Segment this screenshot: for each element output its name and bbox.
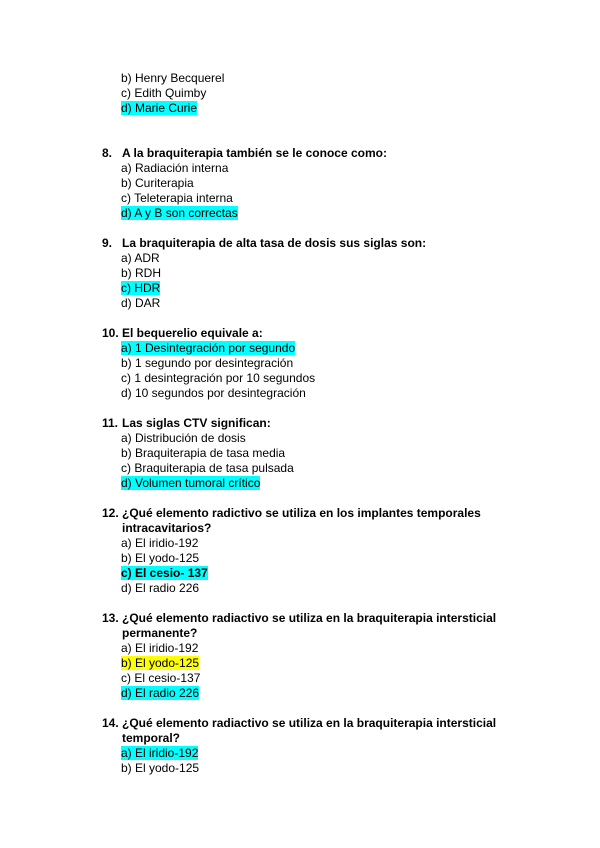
option-correct xyxy=(121,746,198,760)
option xyxy=(121,266,161,280)
option-correct xyxy=(121,341,295,355)
question-text: Las siglas CTV significan: xyxy=(122,416,271,430)
option-text: c) Teleterapia interna xyxy=(121,191,233,205)
option xyxy=(121,191,233,205)
question-text-continued: intracavitarios? xyxy=(122,521,212,535)
question-heading xyxy=(102,506,481,520)
option-correct xyxy=(121,281,160,295)
option-text: c) El cesio- 137 xyxy=(121,566,208,580)
option xyxy=(121,371,315,385)
option-text: d) El radio 226 xyxy=(121,581,200,595)
option xyxy=(121,461,294,475)
option-text: d) Volumen tumoral crítico xyxy=(121,476,261,490)
option xyxy=(121,251,160,265)
question-heading xyxy=(102,236,426,250)
option xyxy=(121,71,224,85)
question-heading xyxy=(102,146,387,160)
option xyxy=(121,671,200,685)
question-number: 13. xyxy=(102,611,119,625)
option-text: a) ADR xyxy=(121,251,160,265)
option xyxy=(121,176,194,190)
option-text: b) RDH xyxy=(121,266,162,280)
option-correct xyxy=(121,686,199,700)
question-text-continued: permanente? xyxy=(122,626,198,640)
option-text: d) Marie Curie xyxy=(121,101,198,115)
question-number: 8. xyxy=(102,146,113,160)
option-text: b) 1 segundo por desintegración xyxy=(121,356,294,370)
question-number: 12. xyxy=(102,506,119,520)
question-heading xyxy=(102,716,496,730)
option-text: c) 1 desintegración por 10 segundos xyxy=(121,371,316,385)
option xyxy=(121,86,206,100)
option-text: a) 1 Desintegración por segundo xyxy=(121,341,296,355)
question-text: ¿Qué elemento radiactivo se utiliza en la braquiterapia intersticial xyxy=(122,716,497,730)
option-text: b) Henry Becquerel xyxy=(121,71,225,85)
option-text: b) El yodo-125 xyxy=(121,551,200,565)
question-heading xyxy=(102,416,271,430)
option xyxy=(121,386,306,400)
option-correct xyxy=(121,566,208,580)
option xyxy=(121,446,285,460)
option xyxy=(121,431,246,445)
question-heading xyxy=(102,326,263,340)
option-text: d) 10 segundos por desintegración xyxy=(121,386,306,400)
option-text: b) Curiterapia xyxy=(121,176,194,190)
option-text: a) El iridio-192 xyxy=(121,536,199,550)
option-text: a) Radiación interna xyxy=(121,161,229,175)
question-number: 14. xyxy=(102,716,119,730)
option-text: a) El iridio-192 xyxy=(121,641,199,655)
question-text: A la braquiterapia también se le conoce como: xyxy=(122,146,387,160)
question-text: El bequerelio equivale a: xyxy=(122,326,263,340)
option xyxy=(121,761,199,775)
question-number: 9. xyxy=(102,236,113,250)
option-text: b) Braquiterapia de tasa media xyxy=(121,446,286,460)
question-text: La braquiterapia de alta tasa de dosis sus siglas son: xyxy=(122,236,427,250)
option-text: d) A y B son correctas xyxy=(121,206,238,220)
option-text: c) HDR xyxy=(121,281,161,295)
question-heading xyxy=(102,611,496,625)
option-text: b) El yodo-125 xyxy=(121,656,200,670)
option-correct xyxy=(121,476,260,490)
option xyxy=(121,161,228,175)
option xyxy=(121,536,198,550)
option-text: d) El radio 226 xyxy=(121,686,200,700)
option xyxy=(121,296,160,310)
option-text: a) Distribución de dosis xyxy=(121,431,246,445)
option-text: b) El yodo-125 xyxy=(121,761,200,775)
option-correct xyxy=(121,101,197,115)
option-highlighted-yellow xyxy=(121,656,199,670)
option xyxy=(121,641,198,655)
option xyxy=(121,581,199,595)
option-text: c) El cesio-137 xyxy=(121,671,201,685)
option-text: a) El iridio-192 xyxy=(121,746,199,760)
option xyxy=(121,356,293,370)
option-text: c) Braquiterapia de tasa pulsada xyxy=(121,461,294,475)
option-correct xyxy=(121,206,238,220)
question-text: ¿Qué elemento radictivo se utiliza en los implantes temporales xyxy=(122,506,481,520)
option xyxy=(121,551,199,565)
option-text: c) Edith Quimby xyxy=(121,86,207,100)
option-text: d) DAR xyxy=(121,296,161,310)
question-number: 11. xyxy=(102,416,119,430)
question-text: ¿Qué elemento radiactivo se utiliza en la braquiterapia intersticial xyxy=(122,611,497,625)
question-text-continued: temporal? xyxy=(122,731,181,745)
question-number: 10. xyxy=(102,326,119,340)
